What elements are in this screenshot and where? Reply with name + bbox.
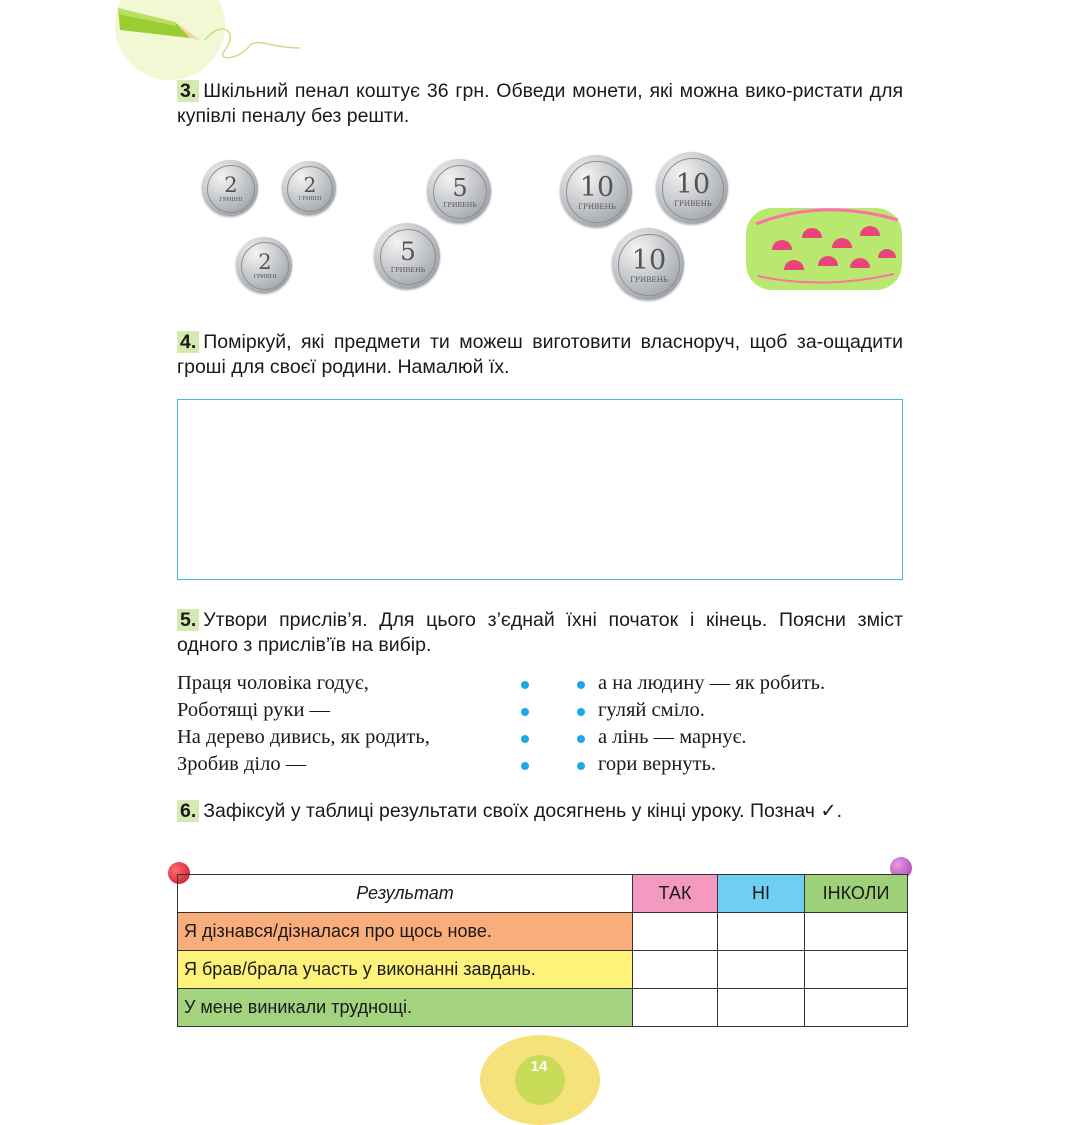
check-cell-sometimes[interactable] — [805, 989, 908, 1027]
task-4 — [177, 330, 903, 380]
coin-value: 5 — [400, 237, 416, 267]
check-cell-yes[interactable] — [633, 951, 718, 989]
coin-5-hryvnia[interactable] — [427, 159, 491, 223]
proverb-start: Праця чоловіка годує, — [177, 672, 369, 694]
header-no: НІ — [718, 875, 805, 913]
header-result: Результат — [178, 875, 633, 913]
results-table — [177, 874, 908, 1027]
coin-2-hryvnia[interactable] — [282, 161, 336, 215]
coin-value: 5 — [452, 173, 468, 202]
check-cell-sometimes[interactable] — [805, 951, 908, 989]
coin-value: 10 — [579, 171, 615, 203]
check-cell-sometimes[interactable] — [805, 913, 908, 951]
check-cell-no[interactable] — [718, 913, 805, 951]
coin-10-hryvnia[interactable] — [656, 152, 728, 224]
coin-value: 2 — [258, 249, 272, 274]
task-6 — [177, 795, 903, 828]
proverb-start: Зробив діло — — [177, 753, 307, 775]
coin-value: 10 — [675, 168, 711, 200]
coin-label: ГРИВЕНЬ — [578, 201, 616, 211]
task-text: Зафіксуй у таблиці результати своїх досягнень у кінці уроку. Познач ✓. — [203, 800, 843, 822]
coin-value: 2 — [303, 173, 317, 198]
corner-decoration — [0, 0, 320, 80]
proverb-end: а на людину — як робить. — [598, 672, 826, 694]
page-number: 14 — [530, 1058, 548, 1075]
drawing-area[interactable] — [177, 399, 903, 580]
coin-label: ГРИВЕНЬ — [443, 200, 477, 209]
task-5 — [177, 608, 903, 658]
match-dot-left[interactable] — [521, 708, 529, 716]
task-number: 3. — [177, 80, 199, 102]
pencil-case-image — [742, 190, 907, 295]
match-dot-right[interactable] — [577, 735, 585, 743]
row-label: У мене виникали труднощі. — [178, 989, 633, 1027]
coin-2-hryvnia[interactable] — [202, 160, 258, 216]
task-text: Утвори прислів’я. Для цього з’єднай їхні початок і кінець. Поясни зміст одного з прислів’їв на вибір. — [177, 609, 903, 656]
coin-label: ГРИВНІ — [219, 196, 243, 203]
task-text: Поміркуй, які предмети ти можеш виготовити власноруч, щоб за-ощадити гроші для своєї родини. Намалюй їх. — [177, 331, 903, 378]
coin-label: ГРИВЕНЬ — [390, 266, 426, 275]
header-sometimes: ІНКОЛИ — [805, 875, 908, 913]
match-dot-left[interactable] — [521, 681, 529, 689]
match-dot-right[interactable] — [577, 762, 585, 770]
match-dot-right[interactable] — [577, 708, 585, 716]
coin-5-hryvnia[interactable] — [374, 223, 440, 289]
coin-2-hryvnia[interactable] — [236, 237, 292, 293]
proverb-end: а лінь — марнує. — [598, 726, 747, 748]
coin-10-hryvnia[interactable] — [612, 228, 684, 300]
table-row — [178, 951, 908, 989]
match-dot-left[interactable] — [521, 735, 529, 743]
coin-label: ГРИВНІ — [298, 196, 322, 203]
task-number: 5. — [177, 609, 199, 631]
page-number-badge — [480, 1035, 600, 1125]
match-dot-right[interactable] — [577, 681, 585, 689]
coin-label: ГРИВЕНЬ — [630, 274, 668, 284]
proverb-end: гуляй сміло. — [598, 699, 705, 721]
proverb-start: Роботящі руки — — [177, 699, 331, 721]
check-cell-no[interactable] — [718, 951, 805, 989]
task-number: 6. — [177, 800, 199, 822]
row-label: Я брав/брала участь у виконанні завдань. — [178, 951, 633, 989]
coin-10-hryvnia[interactable] — [560, 155, 632, 227]
table-row — [178, 913, 908, 951]
row-label: Я дізнався/дізналася про щось нове. — [178, 913, 633, 951]
coin-value: 2 — [224, 172, 238, 197]
check-cell-yes[interactable] — [633, 989, 718, 1027]
check-cell-yes[interactable] — [633, 913, 718, 951]
coin-label: ГРИВЕНЬ — [674, 198, 712, 208]
task-3 — [177, 79, 903, 129]
proverb-start: На дерево дивись, як родить, — [177, 726, 430, 748]
match-dot-left[interactable] — [521, 762, 529, 770]
task-number: 4. — [177, 331, 199, 353]
header-yes: ТАК — [633, 875, 718, 913]
table-row — [178, 989, 908, 1027]
check-cell-no[interactable] — [718, 989, 805, 1027]
coin-label: ГРИВНІ — [253, 273, 277, 280]
coin-value: 10 — [631, 244, 667, 276]
pencil-icon — [0, 0, 320, 80]
table-header-row — [178, 875, 908, 913]
proverb-end: гори вернуть. — [598, 753, 717, 775]
task-text: Шкільний пенал коштує 36 грн. Обведи монети, які можна вико-ристати для купівлі пеналу без решти. — [177, 80, 903, 127]
